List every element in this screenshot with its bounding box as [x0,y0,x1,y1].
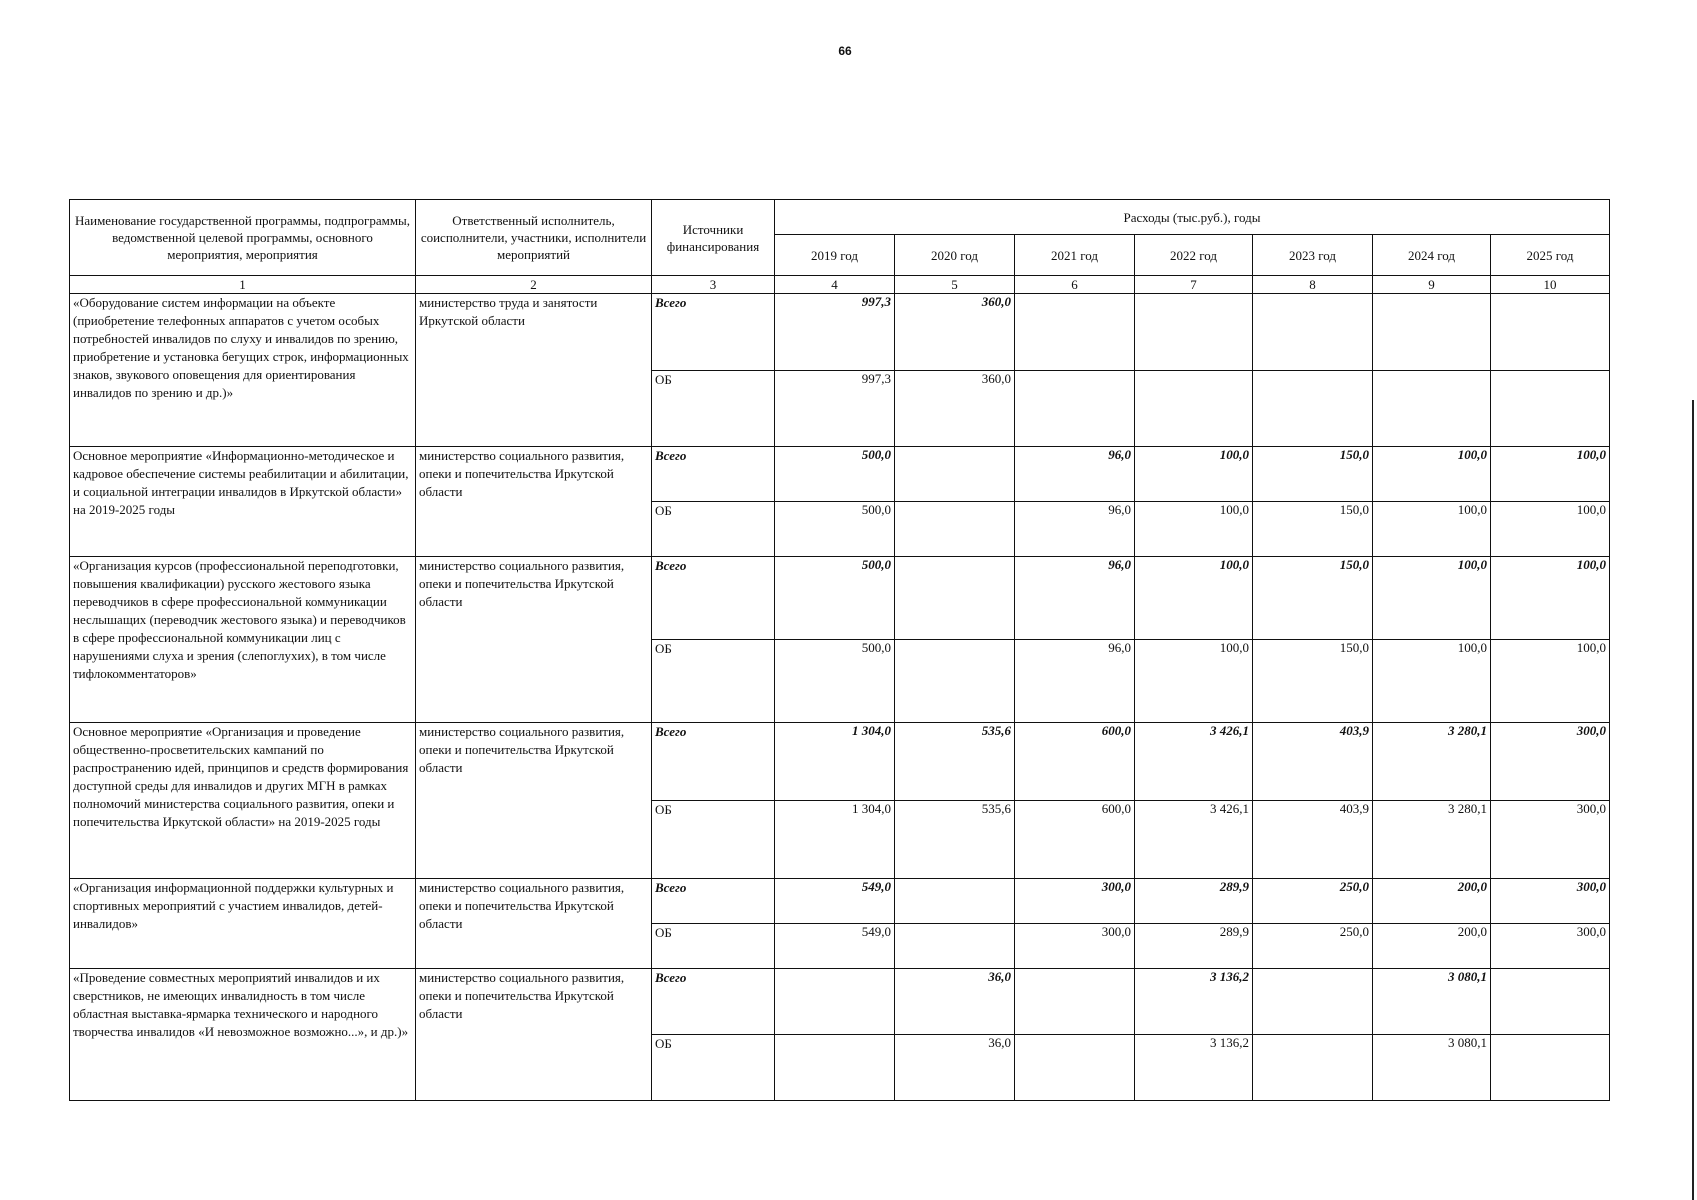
total-value-cell: 36,0 [895,969,1015,1035]
source-total-label: Всего [652,557,775,640]
activity-name: «Организация курсов (профессиональной переподготовки, повышения квалификации) русского жестового языка переводчиков в сфере профессиональной коммуникации неслышащих (переводчик жестового языка) и переводчиков в сфере профессиональной коммуникации лиц с нарушениями слуха и зрения (слепоглухих), в том числе тифлокомментаторов» [70,557,416,723]
header-executor: Ответственный исполнитель, соисполнители, участники, исполнители мероприятий [416,200,652,276]
source-total-label: Всего [652,879,775,924]
total-value-cell: 3 080,1 [1373,969,1491,1035]
ob-value-cell: 100,0 [1491,640,1610,723]
ob-value-cell [775,1035,895,1101]
total-value-cell: 96,0 [1015,557,1135,640]
total-value-cell [1373,294,1491,371]
ob-value-cell: 150,0 [1253,640,1373,723]
ob-value-cell: 300,0 [1491,801,1610,879]
page-edge-rule [1692,400,1694,1200]
ob-value-cell: 600,0 [1015,801,1135,879]
executor-name: министерство труда и занятости Иркутской области [416,294,652,447]
total-value-cell: 549,0 [775,879,895,924]
total-value-cell: 300,0 [1491,879,1610,924]
total-value-cell [1491,294,1610,371]
total-value-cell: 96,0 [1015,447,1135,502]
ob-value-cell: 250,0 [1253,924,1373,969]
source-ob-label: ОБ [652,640,775,723]
total-value-cell [1491,969,1610,1035]
ob-value-cell: 150,0 [1253,502,1373,557]
header-year: 2022 год [1135,235,1253,276]
ob-value-cell: 100,0 [1135,502,1253,557]
table-row-total [70,723,1610,801]
column-number: 6 [1015,276,1135,294]
column-number-row [70,276,1610,294]
total-value-cell: 1 304,0 [775,723,895,801]
ob-value-cell [895,640,1015,723]
ob-value-cell [1015,1035,1135,1101]
ob-value-cell [1253,1035,1373,1101]
column-number: 2 [416,276,652,294]
total-value-cell [895,879,1015,924]
ob-value-cell: 300,0 [1491,924,1610,969]
source-ob-label: ОБ [652,371,775,447]
ob-value-cell: 100,0 [1491,502,1610,557]
ob-value-cell: 96,0 [1015,640,1135,723]
source-total-label: Всего [652,294,775,371]
budget-table [69,199,1610,1101]
ob-value-cell [1491,1035,1610,1101]
total-value-cell: 997,3 [775,294,895,371]
total-value-cell [1253,969,1373,1035]
table-row-total [70,557,1610,640]
column-number: 4 [775,276,895,294]
ob-value-cell: 500,0 [775,502,895,557]
header-year: 2020 год [895,235,1015,276]
ob-value-cell: 200,0 [1373,924,1491,969]
total-value-cell [895,557,1015,640]
activity-name: Основное мероприятие «Организация и проведение общественно-просветительских кампаний по распространению идей, принципов и средств формирования доступной среды для инвалидов и других МГН в рамках полномочий министерства социального развития, опеки и попечительства Иркутской области» на 2019-2025 годы [70,723,416,879]
table-body [70,294,1610,1101]
ob-value-cell [895,924,1015,969]
table-row-total [70,879,1610,924]
column-number: 3 [652,276,775,294]
column-number: 5 [895,276,1015,294]
ob-value-cell: 535,6 [895,801,1015,879]
total-value-cell [895,447,1015,502]
ob-value-cell: 360,0 [895,371,1015,447]
source-ob-label: ОБ [652,502,775,557]
total-value-cell: 200,0 [1373,879,1491,924]
total-value-cell: 100,0 [1135,447,1253,502]
ob-value-cell: 36,0 [895,1035,1015,1101]
total-value-cell: 150,0 [1253,557,1373,640]
total-value-cell: 100,0 [1135,557,1253,640]
ob-value-cell [1491,371,1610,447]
activity-name: Основное мероприятие «Информационно-методическое и кадровое обеспечение системы реабилитации и абилитации, и социальной интеграции инвалидов в Иркутской области» на 2019-2025 годы [70,447,416,557]
ob-value-cell: 289,9 [1135,924,1253,969]
source-ob-label: ОБ [652,924,775,969]
total-value-cell [1253,294,1373,371]
table-row-total [70,294,1610,371]
total-value-cell: 250,0 [1253,879,1373,924]
ob-value-cell: 100,0 [1373,502,1491,557]
total-value-cell: 600,0 [1015,723,1135,801]
total-value-cell: 500,0 [775,447,895,502]
total-value-cell: 100,0 [1373,557,1491,640]
column-number: 9 [1373,276,1491,294]
executor-name: министерство социального развития, опеки и попечительства Иркутской области [416,723,652,879]
header-year: 2021 год [1015,235,1135,276]
executor-name: министерство социального развития, опеки и попечительства Иркутской области [416,447,652,557]
header-expenses: Расходы (тыс.руб.), годы [775,200,1610,235]
executor-name: министерство социального развития, опеки и попечительства Иркутской области [416,879,652,969]
total-value-cell [775,969,895,1035]
total-value-cell: 3 136,2 [1135,969,1253,1035]
total-value-cell [1015,969,1135,1035]
total-value-cell: 300,0 [1491,723,1610,801]
column-number: 1 [70,276,416,294]
ob-value-cell: 3 280,1 [1373,801,1491,879]
source-total-label: Всего [652,447,775,502]
total-value-cell: 535,6 [895,723,1015,801]
ob-value-cell: 100,0 [1373,640,1491,723]
total-value-cell: 3 426,1 [1135,723,1253,801]
total-value-cell: 403,9 [1253,723,1373,801]
table-header [70,200,1610,294]
total-value-cell: 100,0 [1373,447,1491,502]
column-number: 7 [1135,276,1253,294]
ob-value-cell [1373,371,1491,447]
activity-name: «Оборудование систем информации на объекте (приобретение телефонных аппаратов с учетом особых потребностей инвалидов по слуху и инвалидов по зрению, приобретение и установка бегущих строк, информационных знаков, звукового оповещения для ориентирования инвалидов по зрению и др.)» [70,294,416,447]
total-value-cell: 150,0 [1253,447,1373,502]
ob-value-cell: 1 304,0 [775,801,895,879]
source-total-label: Всего [652,723,775,801]
total-value-cell: 100,0 [1491,447,1610,502]
ob-value-cell: 96,0 [1015,502,1135,557]
total-value-cell: 300,0 [1015,879,1135,924]
executor-name: министерство социального развития, опеки и попечительства Иркутской области [416,557,652,723]
total-value-cell: 360,0 [895,294,1015,371]
ob-value-cell: 100,0 [1135,640,1253,723]
ob-value-cell: 403,9 [1253,801,1373,879]
page-number: 66 [838,44,852,58]
ob-value-cell [1135,371,1253,447]
header-year: 2024 год [1373,235,1491,276]
total-value-cell: 500,0 [775,557,895,640]
ob-value-cell [1015,371,1135,447]
total-value-cell: 289,9 [1135,879,1253,924]
ob-value-cell [895,502,1015,557]
table-row-total [70,969,1610,1035]
ob-value-cell [1253,371,1373,447]
total-value-cell [1015,294,1135,371]
source-ob-label: ОБ [652,1035,775,1101]
column-number: 10 [1491,276,1610,294]
source-total-label: Всего [652,969,775,1035]
executor-name: министерство социального развития, опеки и попечительства Иркутской области [416,969,652,1101]
activity-name: «Проведение совместных мероприятий инвалидов и их сверстников, не имеющих инвалидность в том числе областная выставка-ярмарка технического и народного творчества инвалидов «И невозможное возможно...», и др.)» [70,969,416,1101]
header-year: 2025 год [1491,235,1610,276]
ob-value-cell: 3 080,1 [1373,1035,1491,1101]
source-ob-label: ОБ [652,801,775,879]
ob-value-cell: 997,3 [775,371,895,447]
ob-value-cell: 549,0 [775,924,895,969]
table-row-total [70,447,1610,502]
ob-value-cell: 300,0 [1015,924,1135,969]
ob-value-cell: 3 136,2 [1135,1035,1253,1101]
total-value-cell: 3 280,1 [1373,723,1491,801]
ob-value-cell: 500,0 [775,640,895,723]
total-value-cell [1135,294,1253,371]
header-source: Источники финансирования [652,200,775,276]
header-name: Наименование государственной программы, подпрограммы, ведомственной целевой программы, основного мероприятия, мероприятия [70,200,416,276]
header-year: 2023 год [1253,235,1373,276]
total-value-cell: 100,0 [1491,557,1610,640]
header-year: 2019 год [775,235,895,276]
ob-value-cell: 3 426,1 [1135,801,1253,879]
activity-name: «Организация информационной поддержки культурных и спортивных мероприятий с участием инвалидов, детей-инвалидов» [70,879,416,969]
column-number: 8 [1253,276,1373,294]
